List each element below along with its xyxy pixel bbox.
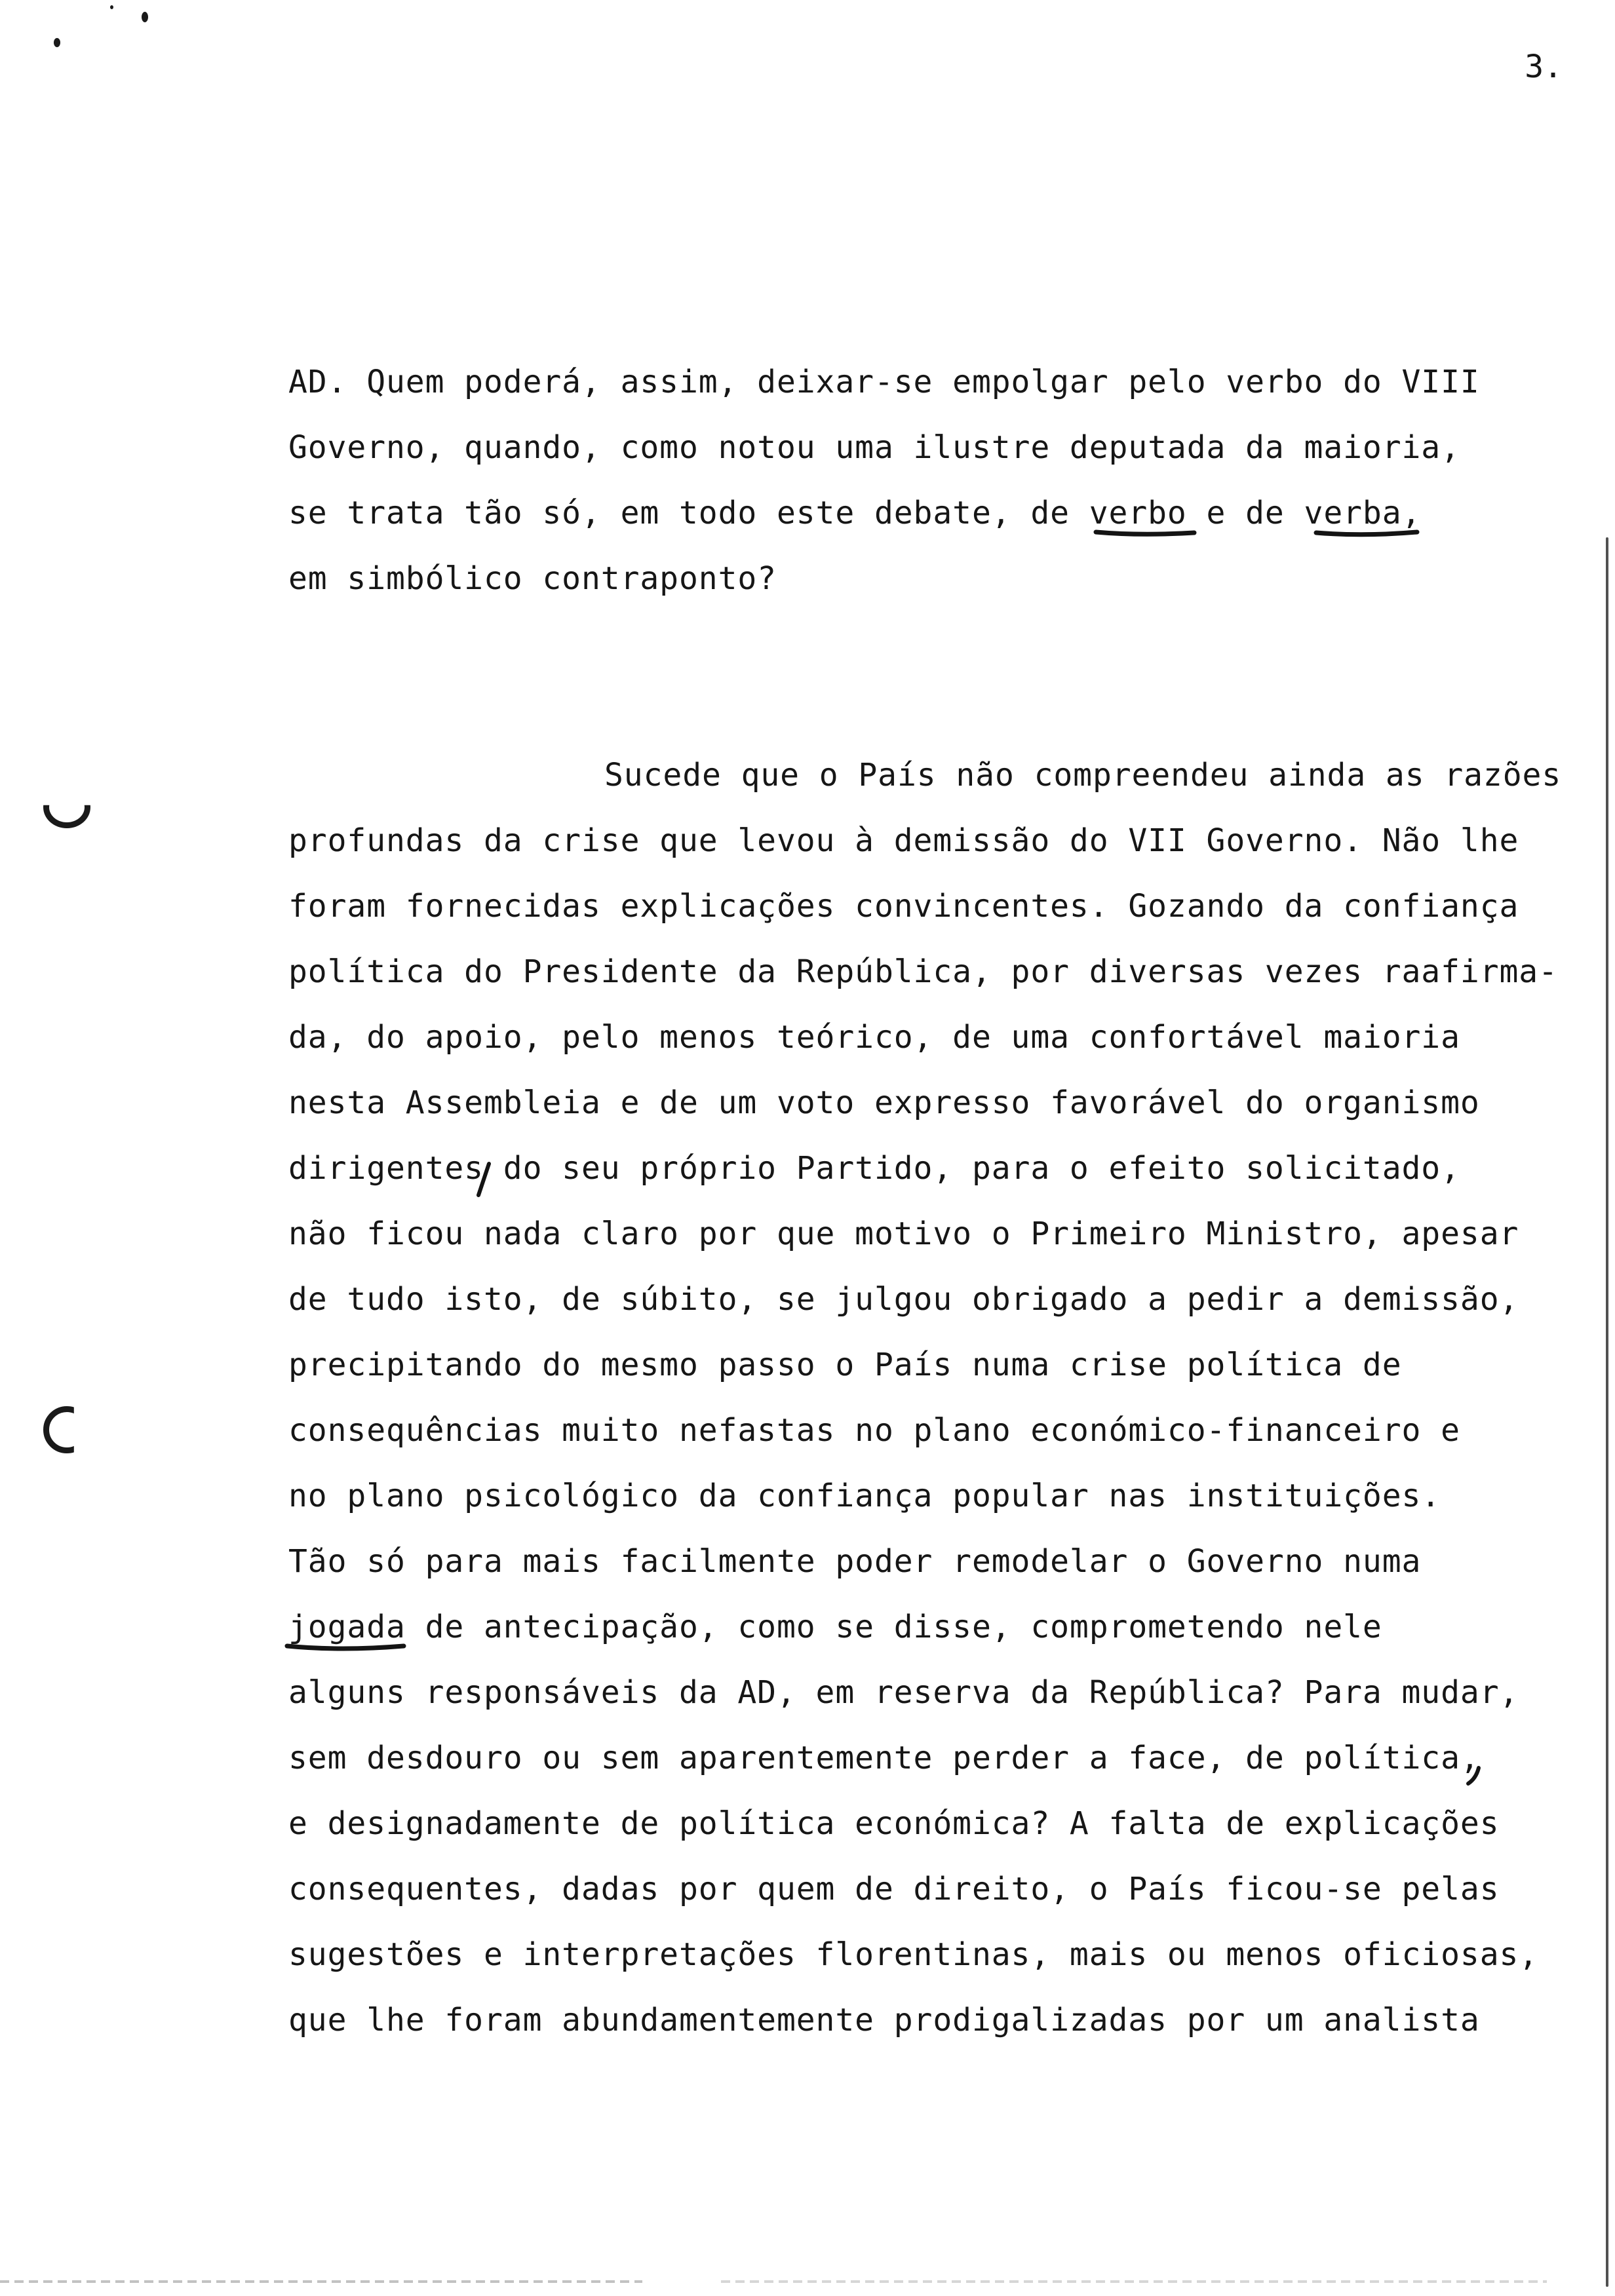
bottom-scan-line-right	[721, 2280, 1547, 2283]
paragraph-2-line-10: precipitando do mesmo passo o País numa crise política de	[288, 1347, 1402, 1383]
pen-mark-comma	[1468, 1768, 1479, 1784]
paragraph-2-line-1: Sucede que o País não compreendeu ainda as razões	[604, 757, 1562, 794]
underline-jogada	[287, 1646, 404, 1649]
paragraph-2-line-12: no plano psicológico da confiança popular nas instituições.	[288, 1478, 1441, 1514]
paragraph-2-line-4: política do Presidente da República, por diversas vezes raafirma-	[288, 953, 1558, 990]
paragraph-2-line-20: que lhe foram abundamentemente prodigalizadas por um analista	[288, 2002, 1480, 2038]
corner-speck-2	[142, 12, 148, 22]
paragraph-1-line-3: se trata tão só, em todo este debate, de verbo e de verba,	[288, 495, 1422, 531]
paragraph-2-line-13: Tão só para mais facilmente poder remodelar o Governo numa	[288, 1543, 1422, 1580]
paragraph-2-line-15: alguns responsáveis da AD, em reserva da República? Para mudar,	[288, 1674, 1519, 1711]
page-number: 3.	[1525, 48, 1563, 85]
paragraph-1-line-2: Governo, quando, como notou uma ilustre deputada da maioria,	[288, 429, 1460, 466]
bottom-scan-line	[0, 2280, 642, 2283]
paragraph-2-line-3: foram fornecidas explicações convincentes. Gozando da confiança	[288, 888, 1519, 925]
paragraph-2-line-5: da, do apoio, pelo menos teórico, de uma confortável maioria	[288, 1019, 1460, 1056]
paragraph-2-line-6: nesta Assembleia e de um voto expresso favorável do organismo	[288, 1084, 1480, 1121]
paragraph-2-line-19: sugestões e interpretações florentinas, mais ou menos oficiosas,	[288, 1936, 1539, 1973]
paragraph-2-line-11: consequências muito nefastas no plano económico-financeiro e	[288, 1412, 1460, 1449]
paragraph-2-line-14: jogada de antecipação, como se disse, comprometendo nele	[288, 1609, 1382, 1645]
paragraph-2-line-8: não ficou nada claro por que motivo o Primeiro Ministro, apesar	[288, 1215, 1519, 1252]
paragraph-2-line-7: dirigentes do seu próprio Partido, para o efeito solicitado,	[288, 1150, 1460, 1187]
underline-verba	[1316, 532, 1417, 535]
paragraph-2-line-2: profundas da crise que levou à demissão do VII Governo. Não lhe	[288, 822, 1519, 859]
corner-speck-3	[110, 5, 113, 9]
paragraph-1-line-4: em simbólico contraponto?	[288, 560, 777, 597]
paragraph-2-line-9: de tudo isto, de súbito, se julgou obrigado a pedir a demissão,	[288, 1281, 1519, 1318]
paragraph-2-line-18: consequentes, dadas por quem de direito, o País ficou-se pelas	[288, 1871, 1500, 1907]
corner-speck-1	[54, 38, 60, 47]
right-edge-line	[1606, 537, 1608, 2287]
underline-verbo	[1096, 532, 1194, 534]
pen-mark-dirigentes	[478, 1164, 489, 1195]
paragraph-2-line-17: e designadamente de política económica? A falta de explicações	[288, 1805, 1500, 1842]
paragraph-1-line-1: AD. Quem poderá, assim, deixar-se empolgar pelo verbo do VIII	[288, 364, 1480, 400]
paragraph-2-line-16: sem desdouro ou sem aparentemente perder a face, de política,	[288, 1740, 1480, 1776]
